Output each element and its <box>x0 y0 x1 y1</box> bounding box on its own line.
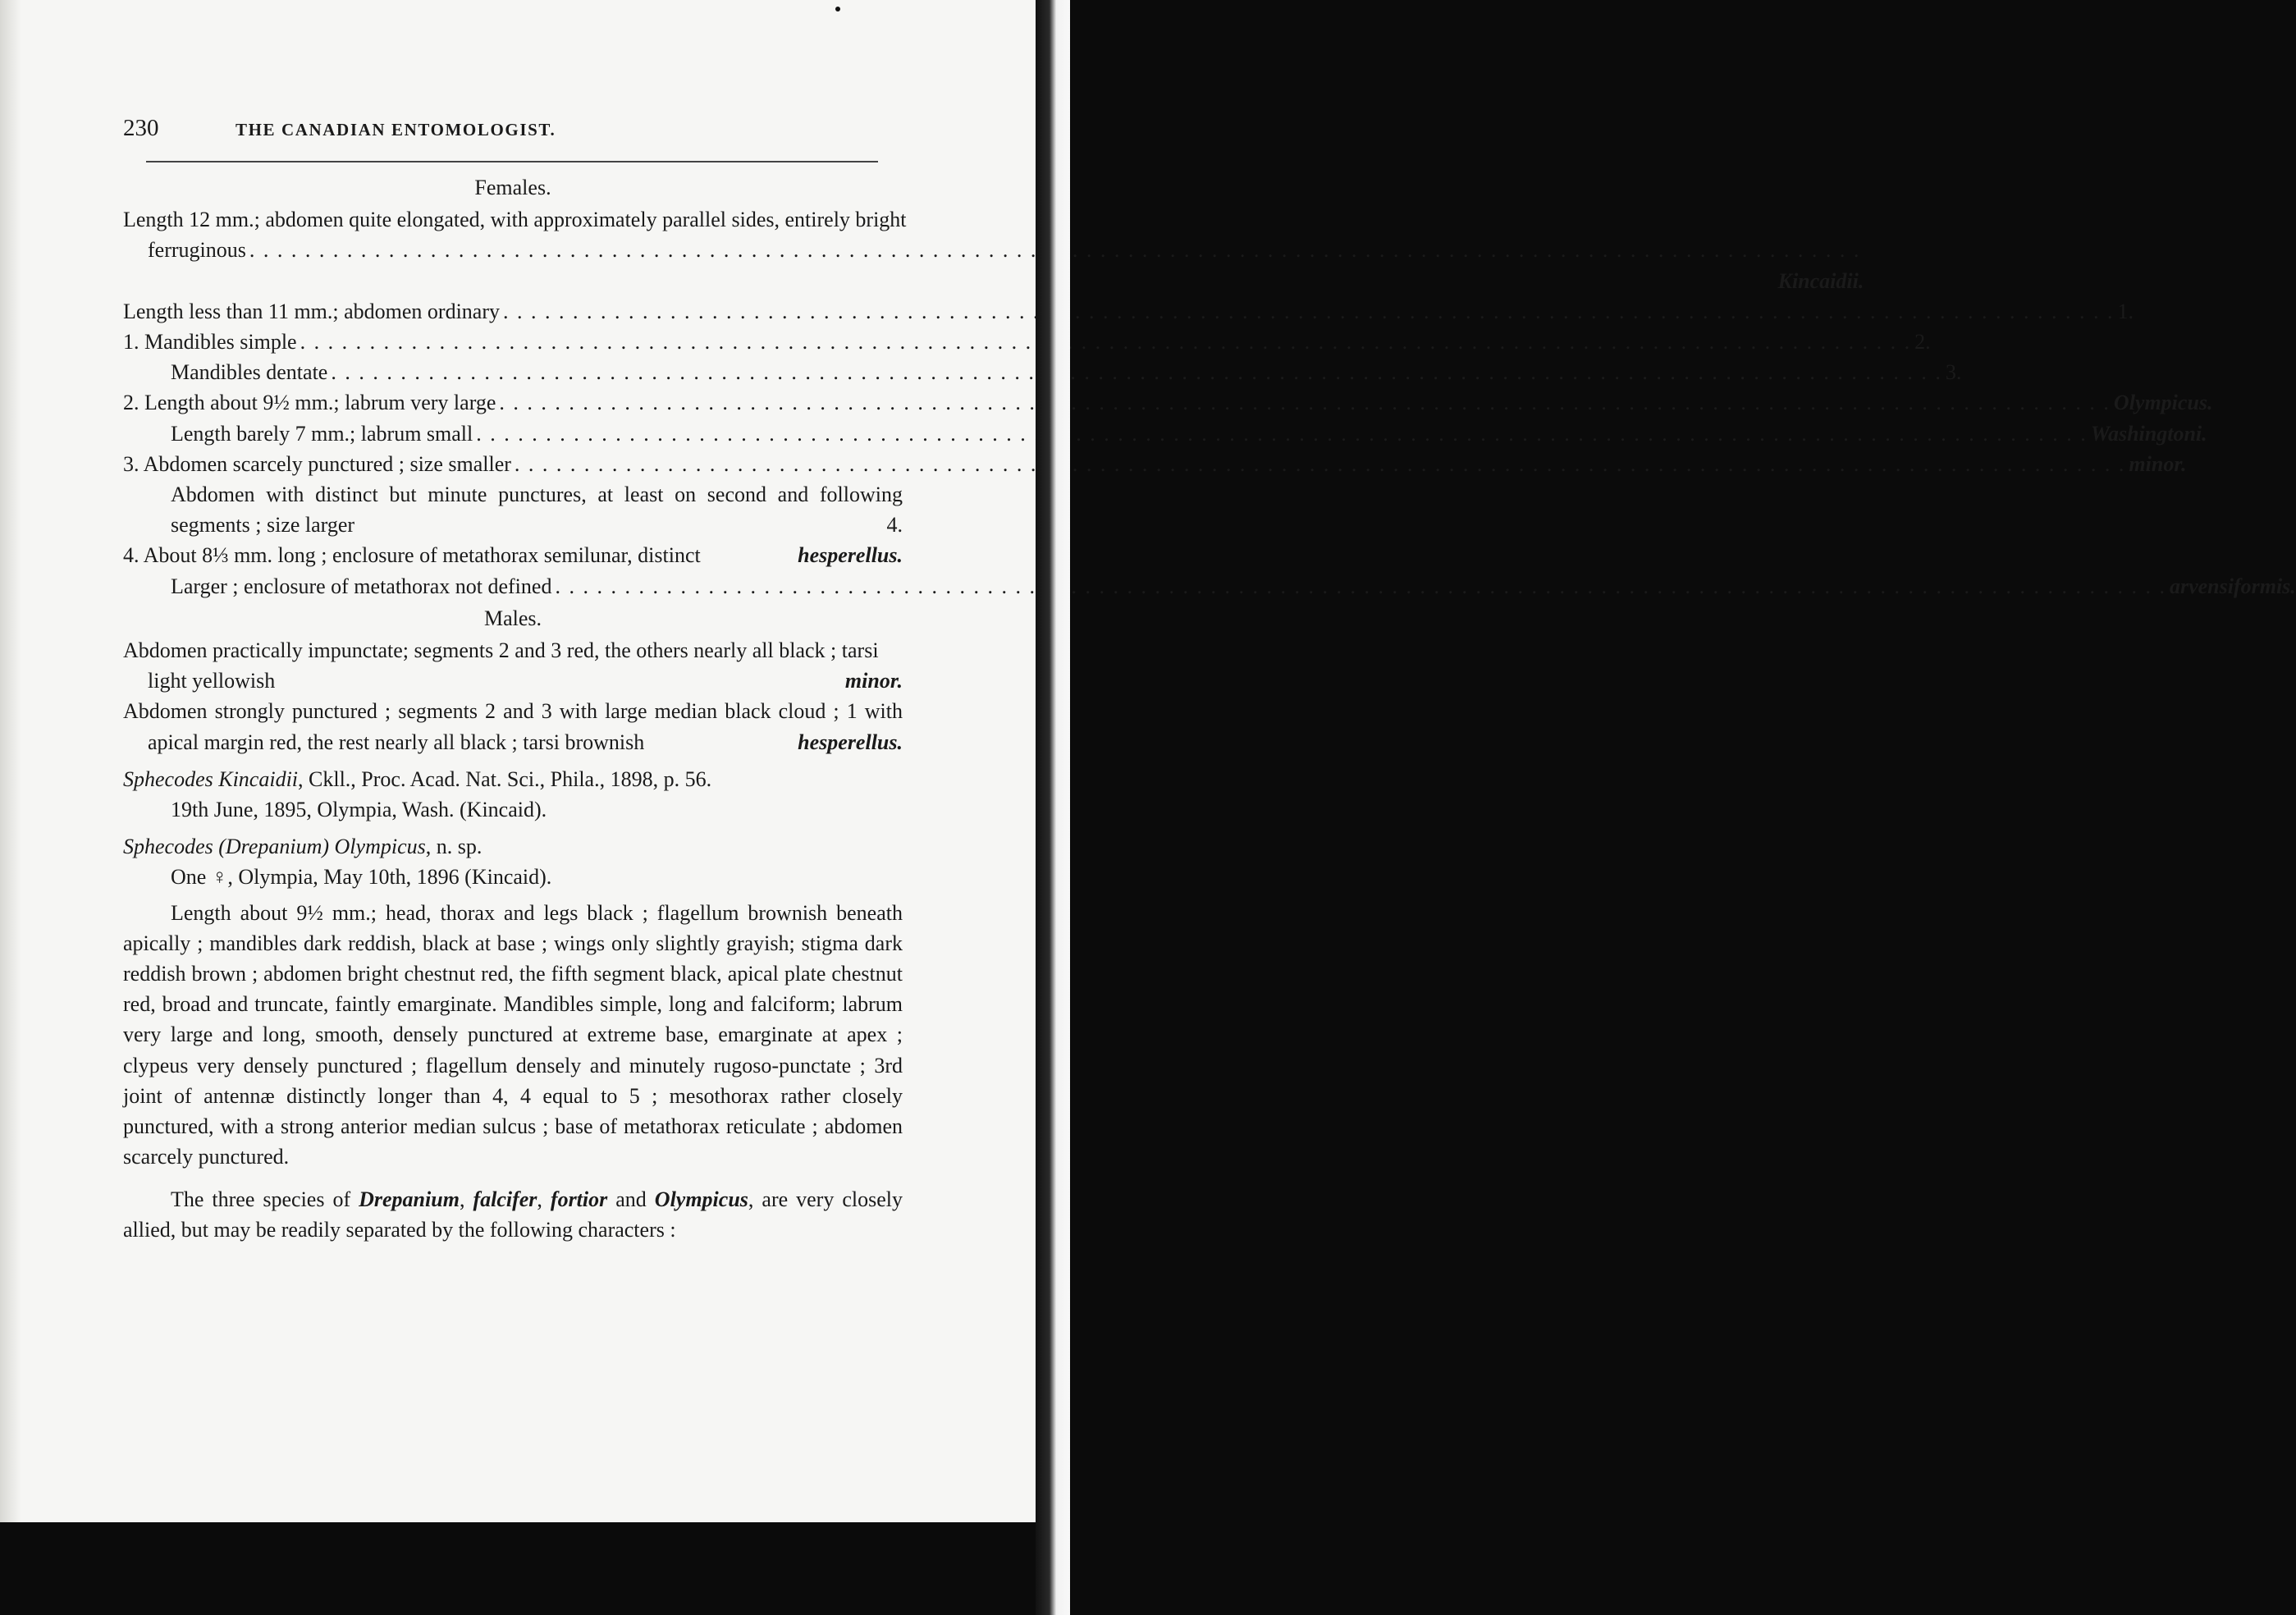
key-entry-text: Length barely 7 mm.; labrum small <box>171 421 473 446</box>
key-entry <box>123 696 903 757</box>
key-entry-result: arvensiformis. <box>2169 574 2296 598</box>
key-entry-text: Mandibles dentate <box>171 360 328 385</box>
key-entry-text: 4. About 8⅓ mm. long ; enclosure of metathorax semilunar, distinct <box>123 543 701 568</box>
key-entry-text: Larger ; enclosure of metathorax not defined <box>171 574 552 598</box>
closing-text: The three species of <box>171 1187 359 1211</box>
key-entry-result: Washingtoni. <box>2090 421 2207 446</box>
key-entry-text: 3. Abdomen scarcely punctured ; size smaller <box>123 451 511 476</box>
key-entry-result: 1. <box>2117 299 2134 323</box>
collection-record: 19th June, 1895, Olympia, Wash. (Kincaid). <box>171 798 547 822</box>
key-entry-result: Olympicus. <box>2113 391 2213 415</box>
book-binding <box>1036 0 1070 1615</box>
key-entry-result: 3. <box>1945 360 1962 385</box>
key-entry <box>123 419 2207 449</box>
key-entry <box>123 571 2296 602</box>
key-entry <box>123 449 2187 479</box>
males-heading: Males. <box>483 606 542 630</box>
page-number: 230 <box>123 115 159 141</box>
key-entry-result: 2. <box>1914 330 1931 355</box>
closing-text: , are very closely allied, but may be readily separated by the following characters : <box>123 1187 903 1242</box>
key-entry-text: 2. Length about 9½ mm.; labrum very large <box>123 391 496 415</box>
key-entry-result: minor. <box>2129 451 2187 476</box>
females-heading: Females. <box>474 176 551 199</box>
key-entry-result: hesperellus. <box>798 543 903 568</box>
citation-olympicus <box>123 831 903 862</box>
key-entry <box>123 296 2134 327</box>
key-entry <box>123 327 1931 357</box>
key-entry-result: Kincaidii. <box>1777 268 1864 293</box>
key-entry <box>123 387 2213 418</box>
species-description: Length about 9½ mm.; head, thorax and legs black ; flagellum brownish beneath apically ; mandibles dark reddish, black at base ; wings only slightly grayish; stigma dark reddish brown ; abdomen bright chestnut red, the fifth segment black, apical plate chestnut red, broad and truncate, faintly emarginate. Mandibles simple, long and falciform; labrum very large and long, smooth, densely punctured at extreme base, emarginate at apex ; clypeus very densely punctured ; flagellum densely and minutely rugoso-punctate ; 3rd joint of antennæ distinctly longer than 4, 4 equal to 5 ; mesothorax rather closely punctured, with a strong anterior median sulcus ; base of metathorax reticulate ; abdomen scarcely punctured. <box>123 900 903 1169</box>
citation-kincaidii <box>123 764 903 794</box>
key-entry <box>123 357 1962 387</box>
citation-reference: , n. sp. <box>425 835 483 859</box>
species-name: Olympicus <box>654 1187 748 1211</box>
ink-speck <box>835 7 840 11</box>
species-name: Sphecodes Kincaidii <box>123 766 299 791</box>
citation-reference: , Ckll., Proc. Acad. Nat. Sci., Phila., 1898, p. 56. <box>298 766 712 791</box>
running-title: THE CANADIAN ENTOMOLOGIST. <box>236 120 556 140</box>
key-entry <box>123 479 903 540</box>
closing-sep: , <box>459 1187 473 1211</box>
key-entry-text: Abdomen with distinct but minute punctures, at least on second and following segments ; size larger <box>171 483 903 538</box>
genus-name: Drepanium <box>359 1187 460 1211</box>
key-entry-text: Length 12 mm.; abdomen quite elongated, with approximately parallel sides, entirely bright ferruginous <box>123 208 907 263</box>
key-entry-result: 4. <box>886 513 903 538</box>
species-name: falcifer <box>473 1187 537 1211</box>
header-rule <box>146 161 878 162</box>
key-entry-text: Abdomen strongly punctured ; segments 2 and 3 with large median black cloud ; 1 with apical margin red, the rest nearly all black ; tarsi brownish <box>123 699 903 754</box>
closing-sep: and <box>607 1187 655 1211</box>
collection-record: One ♀, Olympia, May 10th, 1896 (Kincaid). <box>171 865 552 890</box>
key-entry <box>123 540 903 570</box>
closing-paragraph <box>123 1184 903 1245</box>
species-name: fortior <box>550 1187 608 1211</box>
closing-sep: , <box>537 1187 551 1211</box>
key-entry <box>123 635 903 696</box>
key-entry-result: hesperellus. <box>798 730 903 754</box>
species-name: Sphecodes (Drepanium) Olympicus <box>123 835 426 859</box>
key-entry-text: Abdomen practically impunctate; segments 2 and 3 red, the others nearly all black ; tarsi light yellowish <box>123 638 879 693</box>
key-entry <box>123 204 1864 296</box>
key-entry-result: minor. <box>844 669 903 693</box>
key-entry-text: Length less than 11 mm.; abdomen ordinary <box>123 299 500 323</box>
scan-border <box>0 1522 1036 1615</box>
key-entry-text: 1. Mandibles simple <box>123 330 297 355</box>
page-content <box>123 113 2296 1245</box>
page-header <box>123 113 903 159</box>
